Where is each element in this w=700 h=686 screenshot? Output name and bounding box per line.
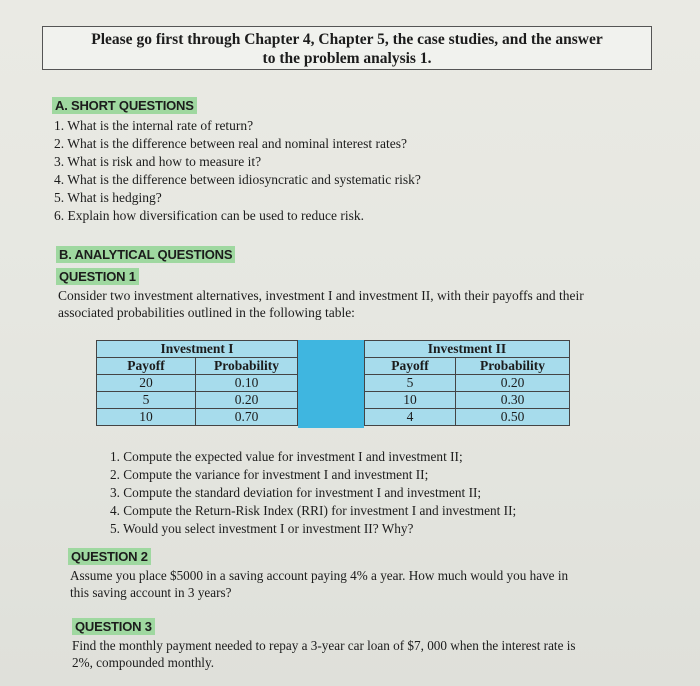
list-item: 2. What is the difference between real and nominal interest rates? [54,136,407,151]
list-item: 2. Compute the variance for investment I and investment II; [110,467,429,482]
list-item: 3. What is risk and how to measure it? [54,154,262,169]
probability-header: Probability [456,358,570,375]
banner-line-1: Please go first through Chapter 4, Chapter 5, the case studies, and the answer [91,31,603,48]
instructions-banner [42,26,652,70]
table-row: 4 0.50 [365,409,570,426]
question-1-tasks [110,448,516,538]
question-3-label: QUESTION 3 [72,618,155,636]
list-item: 4. Compute the Return-Risk Index (RRI) for investment I and investment II; [110,503,517,518]
investment-1-title: Investment I [97,341,298,358]
question-1-label: QUESTION 1 [56,268,139,286]
table-row: 10 0.70 [97,409,298,426]
list-item: 3. Compute the standard deviation for investment I and investment II; [110,485,482,500]
question-3-text: Find the monthly payment needed to repay a 3-year car loan of $7, 000 when the interest rate is 2%, compounded monthly. [72,638,576,670]
payoff-header: Payoff [365,358,456,375]
table-row: 10 0.30 [365,392,570,409]
list-item: 5. What is hedging? [54,190,162,205]
table-row: 20 0.10 [97,375,298,392]
list-item: 1. What is the internal rate of return? [54,118,254,133]
list-item: 6. Explain how diversification can be used to reduce risk. [54,208,365,223]
question-2-label: QUESTION 2 [68,548,151,566]
payoff-header: Payoff [97,358,196,375]
question-2-text: Assume you place $5000 in a saving account paying 4% a year. How much would you have in this saving account in 3 years? [70,568,569,600]
table-divider [298,340,364,428]
table-row: 5 0.20 [97,392,298,409]
investment-2-table [364,340,570,426]
investment-1-table [96,340,298,426]
probability-header: Probability [196,358,298,375]
investment-2-title: Investment II [365,341,570,358]
banner-line-2: to the problem analysis 1. [262,50,432,67]
list-item: 4. What is the difference between idiosyncratic and systematic risk? [54,172,421,187]
list-item: 1. Compute the expected value for investment I and investment II; [110,449,463,464]
question-1-intro: Consider two investment alternatives, investment I and investment II, with their payoffs and their associated probabilities outlined in the following table: [58,288,584,320]
section-b-heading: B. ANALYTICAL QUESTIONS [56,246,235,264]
short-questions-list [54,117,421,225]
list-item: 5. Would you select investment I or investment II? Why? [110,521,414,536]
table-row: 5 0.20 [365,375,570,392]
section-a-heading: A. SHORT QUESTIONS [52,97,197,115]
